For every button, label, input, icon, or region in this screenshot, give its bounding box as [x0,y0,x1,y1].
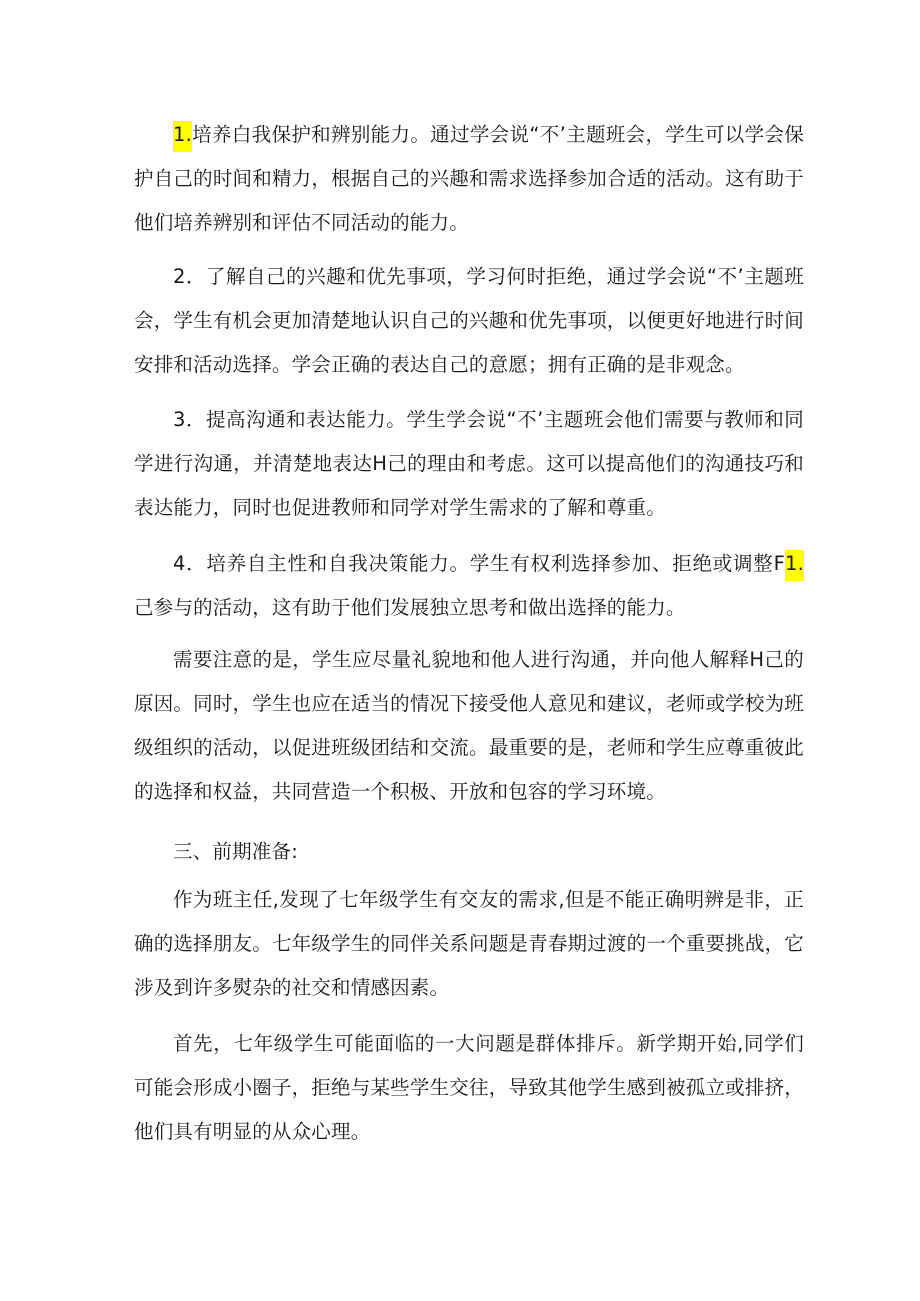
section-heading-preparation: 三、前期准备: [173,840,298,863]
paragraph-note: 需要注意的是，学生应尽量礼貌地和他人进行沟通，并向他人解释H己的原因。同时，学生也应在适当的情况下接受他人意见和建议，老师或学校为班级组织的活动，以促进班级团结和交流。最重要的是，老师和学生应尊重彼此的选择和权益，共同营造一个积极、开放和包容的学习环境。 [134,648,804,803]
paragraph-goal-2: 2．了解自己的兴趣和优先事项，学习何时拒绝，通过学会说“不’主题班会，学生有机会更加清楚地认识自己的兴趣和优先事项，以便更好地进行时间安排和活动选择。学会正确的表达自己的意愿；拥有正确的是非观念。 [134,265,804,376]
paragraph-text: 培养白我保护和辨别能力。通过学会说“不’主题班会，学生可以学会保护自己的时间和精力，根据自己的兴趣和需求选择参加合适的活动。这有助于他们培养辨别和评估不同活动的能力。 [134,123,804,234]
paragraph-goal-4 [134,542,804,630]
paragraph-text: 4．培养自主性和自我决策能力。学生有权利选择参加、拒绝或调整F [173,552,785,575]
highlighted-number: 1. [173,121,192,152]
highlighted-number: 1. [785,550,804,581]
paragraph-preparation-intro: 作为班主任,发现了七年级学生有交友的需求,但是不能正确明辨是非，正确的选择朋友。七年级学生的同伴关系问题是青春期过渡的一个重要挑战，它涉及到许多熨杂的社交和情感因素。 [134,888,804,999]
paragraph-goal-3: 3．提高沟通和表达能力。学生学会说“不’主题班会他们需要与教师和同学进行沟通，并清楚地表达H己的理由和考虑。这可以提高他们的沟通技巧和表达能力，同时也促进教师和同学对学生需求的了解和尊重。 [134,408,804,519]
paragraph-text-continued: 己参与的活动，这有助于他们发展独立思考和做出选择的能力。 [134,596,686,619]
paragraph-goal-1 [134,113,804,245]
paragraph-group-exclusion: 首先，七年级学生可能面临的一大问题是群体排斥。新学期开始,同学们可能会形成小圈子，拒绝与某些学生交往，导致其他学生感到被孤立或排挤，他们具有明显的从众心理。 [134,1032,804,1143]
